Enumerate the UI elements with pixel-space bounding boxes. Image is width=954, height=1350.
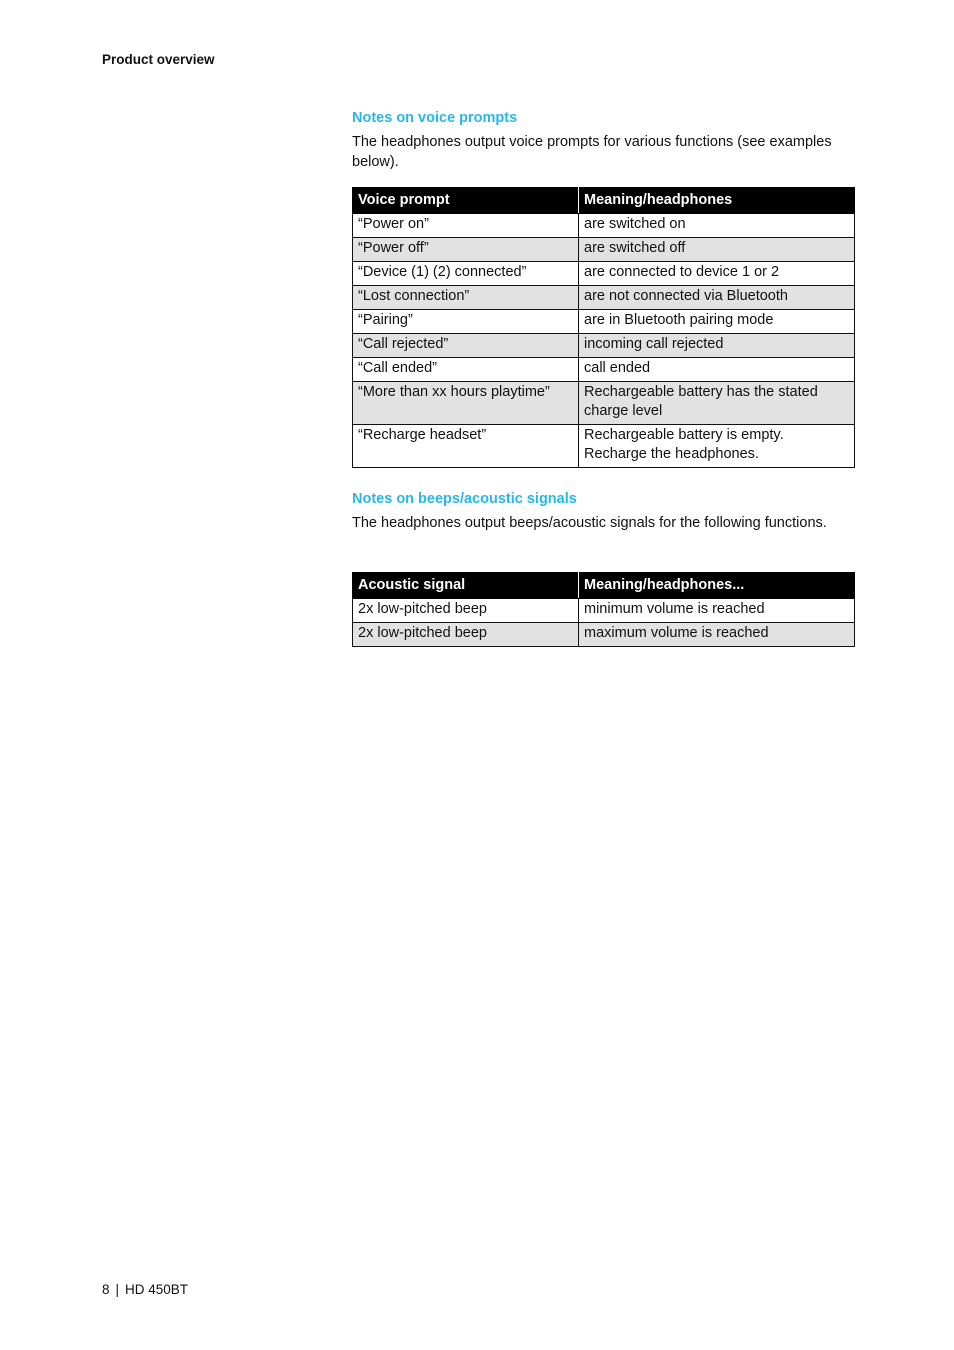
- table-row: [353, 286, 855, 310]
- page-header-title: Product overview: [102, 52, 215, 67]
- beeps-intro: The headphones output beeps/acoustic signals for the following functions.: [352, 515, 827, 531]
- product-name: HD 450BT: [125, 1282, 189, 1297]
- table-row: [353, 262, 855, 286]
- footer-separator: |: [115, 1282, 120, 1297]
- table-row: [353, 310, 855, 334]
- table-cell: call ended: [579, 358, 855, 382]
- table-cell: “Device (1) (2) connected”: [353, 262, 579, 286]
- table-row: [353, 358, 855, 382]
- column-header-acoustic-signal: Acoustic signal: [353, 573, 579, 599]
- table-cell: “Power on”: [353, 214, 579, 238]
- table-cell: are switched off: [579, 238, 855, 262]
- table-cell: “More than xx hours playtime”: [353, 382, 579, 425]
- table-cell: “Pairing”: [353, 310, 579, 334]
- table-row: [353, 623, 855, 647]
- table-cell: 2x low-pitched beep: [353, 623, 579, 647]
- table-cell: “Lost connection”: [353, 286, 579, 310]
- table-cell: Rechargeable battery is empty. Recharge the headphones.: [579, 425, 855, 468]
- voice-prompts-intro: The headphones output voice prompts for various functions (see examples below).: [352, 134, 832, 170]
- voice-prompts-table: [352, 187, 855, 468]
- table-row: [353, 382, 855, 425]
- table-cell: maximum volume is reached: [579, 623, 855, 647]
- table-cell: are connected to device 1 or 2: [579, 262, 855, 286]
- table-cell: “Call ended”: [353, 358, 579, 382]
- column-header-meaning: Meaning/headphones...: [579, 573, 855, 599]
- acoustic-signals-table: [352, 572, 855, 647]
- column-header-voice-prompt: Voice prompt: [353, 188, 579, 214]
- table-cell: “Power off”: [353, 238, 579, 262]
- voice-prompts-heading: Notes on voice prompts: [352, 110, 518, 126]
- table-cell: incoming call rejected: [579, 334, 855, 358]
- table-cell: Rechargeable battery has the stated charge level: [579, 382, 855, 425]
- table-row: [353, 238, 855, 262]
- table-row: [353, 214, 855, 238]
- table-cell: are not connected via Bluetooth: [579, 286, 855, 310]
- page-footer: [102, 1282, 188, 1297]
- table-cell: 2x low-pitched beep: [353, 599, 579, 623]
- table-cell: “Recharge headset”: [353, 425, 579, 468]
- column-header-meaning: Meaning/headphones: [579, 188, 855, 214]
- table-row: [353, 425, 855, 468]
- table-header-row: [353, 188, 855, 214]
- table-row: [353, 334, 855, 358]
- table-row: [353, 599, 855, 623]
- table-cell: are in Bluetooth pairing mode: [579, 310, 855, 334]
- table-cell: “Call rejected”: [353, 334, 579, 358]
- beeps-heading: Notes on beeps/acoustic signals: [352, 491, 577, 507]
- table-header-row: [353, 573, 855, 599]
- table-cell: are switched on: [579, 214, 855, 238]
- table-cell: minimum volume is reached: [579, 599, 855, 623]
- page-number: 8: [102, 1282, 110, 1297]
